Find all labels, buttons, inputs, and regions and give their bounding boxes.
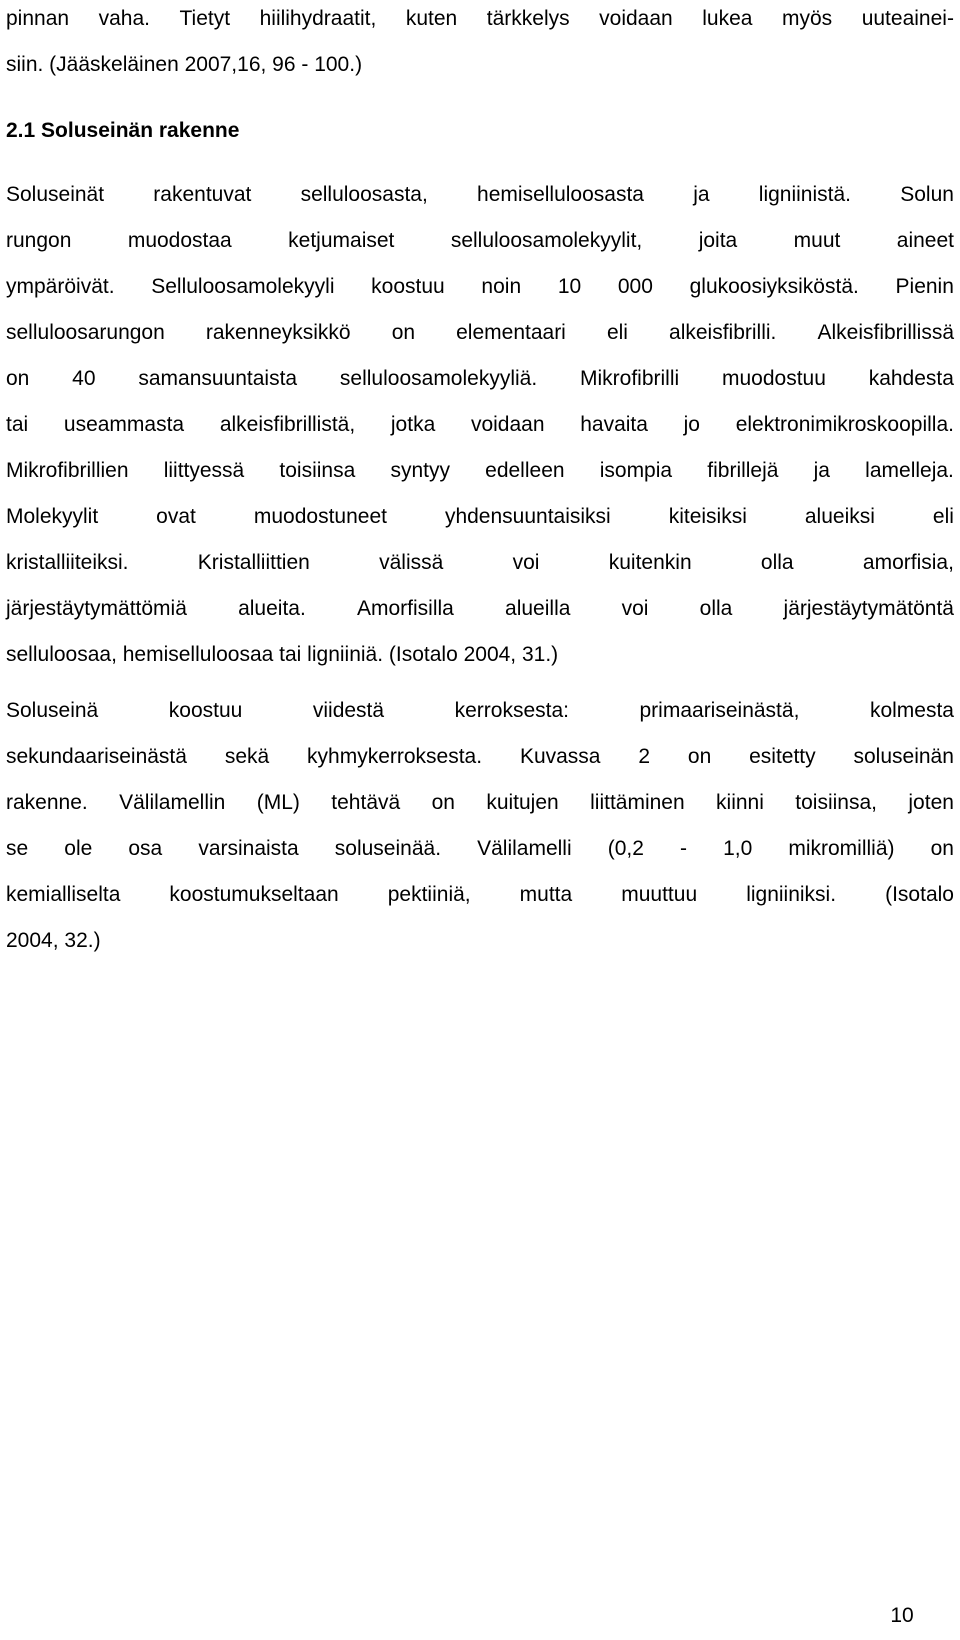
paragraph-line — [6, 310, 954, 356]
word: Soluseinät — [6, 183, 105, 206]
word: Mikrofibrilli — [580, 367, 680, 390]
paragraph-line — [6, 264, 954, 310]
word: aineet — [896, 229, 954, 252]
word: muodostaa — [127, 229, 232, 252]
word: järjestäytymätöntä — [783, 597, 954, 620]
word: lamelleja. — [865, 459, 954, 482]
word: sekä — [224, 745, 270, 768]
word: Välilamellin — [119, 791, 226, 814]
paragraph-line — [6, 688, 954, 734]
word: Mikrofibrillien — [6, 459, 129, 482]
word: Kristalliittien — [197, 551, 310, 574]
paragraph-line: selluloosaa, hemiselluloosaa tai ligniiniä. (Isotalo 2004, 31.) — [6, 643, 559, 666]
word: koostuu — [168, 699, 243, 722]
word: yhdensuuntaisiksi — [444, 505, 611, 528]
word: kristalliiteiksi. — [6, 551, 129, 574]
word: kuitenkin — [608, 551, 692, 574]
paragraph-line — [6, 402, 954, 448]
word: mutta — [519, 883, 573, 906]
word: kolmesta — [869, 699, 954, 722]
word: toisiinsa — [279, 459, 356, 482]
word: viidestä — [312, 699, 385, 722]
word: muodostuu — [721, 367, 826, 390]
word: tai — [6, 413, 29, 436]
word: 40 — [72, 367, 96, 390]
word: olla — [760, 551, 794, 574]
word: osa — [128, 837, 163, 860]
word: voidaan — [599, 7, 673, 30]
word: ovat — [156, 505, 196, 528]
word: Alkeisfibrillissä — [817, 321, 954, 344]
word: vaha. — [98, 7, 150, 30]
word: - — [679, 837, 687, 860]
word: varsinaista — [198, 837, 299, 860]
word: useammasta — [63, 413, 185, 436]
word: mikromilliä) — [788, 837, 895, 860]
word: kuitujen — [486, 791, 559, 814]
word: jotka — [390, 413, 436, 436]
word: elementaari — [456, 321, 566, 344]
paragraph-line — [6, 586, 954, 632]
word: kemialliselta — [6, 883, 121, 906]
word: on — [687, 745, 712, 768]
word: koostumukseltaan — [169, 883, 339, 906]
paragraph-line — [6, 872, 954, 918]
word: fibrillejä — [707, 459, 779, 482]
word: ja — [693, 183, 710, 206]
word: kiinni — [716, 791, 764, 814]
word: sekundaariseinästä — [6, 745, 187, 768]
word: rakenne. — [6, 791, 88, 814]
word: 1,0 — [723, 837, 753, 860]
word: rakentuvat — [153, 183, 252, 206]
word: liittäminen — [590, 791, 685, 814]
word: havaita — [580, 413, 648, 436]
paragraph-line — [6, 172, 954, 218]
word: ympäröivät. — [6, 275, 115, 298]
word: hiilihydraatit, — [259, 7, 377, 30]
word: kuten — [405, 7, 458, 30]
word: selluloosamolekyylit, — [450, 229, 643, 252]
word: välissä — [379, 551, 444, 574]
word: syntyy — [390, 459, 450, 482]
word: ja — [813, 459, 830, 482]
word: Selluloosamolekyyli — [151, 275, 335, 298]
word: ligniinistä. — [758, 183, 851, 206]
word: Amorfisilla — [356, 597, 454, 620]
word: alueilla — [505, 597, 571, 620]
paragraph-layers — [6, 688, 954, 964]
paragraph-line: 2004, 32.) — [6, 929, 101, 952]
word: samansuuntaista — [138, 367, 298, 390]
word: järjestäytymättömiä — [6, 597, 187, 620]
word: lukea — [702, 7, 753, 30]
word: esitetty — [749, 745, 816, 768]
paragraph-line — [6, 494, 954, 540]
word: selluloosamolekyyliä. — [339, 367, 538, 390]
paragraph-line — [6, 0, 954, 42]
word: Tietyt — [179, 7, 231, 30]
paragraph-structure — [6, 172, 954, 678]
word: rakenneyksikkö — [205, 321, 351, 344]
word: alkeisfibrillistä, — [219, 413, 356, 436]
word: pektiiniä, — [387, 883, 471, 906]
word: isompia — [599, 459, 673, 482]
word: joita — [698, 229, 738, 252]
word: alueita. — [238, 597, 306, 620]
word: Välilamelli — [477, 837, 572, 860]
paragraph-line — [6, 218, 954, 264]
word: voi — [512, 551, 540, 574]
word: tärkkelys — [486, 7, 570, 30]
paragraph-line — [6, 826, 954, 872]
word: on — [6, 367, 30, 390]
word: primaariseinästä, — [639, 699, 800, 722]
word: on — [930, 837, 954, 860]
word: joten — [908, 791, 954, 814]
word: Pienin — [895, 275, 954, 298]
word: (Isotalo — [885, 883, 954, 906]
word: noin — [481, 275, 522, 298]
word: (ML) — [256, 791, 300, 814]
paragraph-line — [6, 734, 954, 780]
page-number-value: 10 — [890, 1604, 914, 1627]
word: edelleen — [485, 459, 565, 482]
word: 10 — [557, 275, 582, 298]
word: selluloosasta, — [300, 183, 428, 206]
word: liittyessä — [163, 459, 245, 482]
word: ligniiniksi. — [746, 883, 837, 906]
word: on — [391, 321, 416, 344]
word: se — [6, 837, 29, 860]
word: ketjumaiset — [288, 229, 395, 252]
word: 000 — [617, 275, 653, 298]
word: alkeisfibrilli. — [669, 321, 777, 344]
paragraph-line — [6, 780, 954, 826]
word: soluseinän — [853, 745, 954, 768]
word: 2 — [638, 745, 651, 768]
word: Kuvassa — [519, 745, 601, 768]
word: tehtävä — [331, 791, 401, 814]
word: elektronimikroskoopilla. — [735, 413, 954, 436]
word: Solun — [900, 183, 954, 206]
word: eli — [606, 321, 628, 344]
word: on — [431, 791, 455, 814]
word: amorfisia, — [862, 551, 954, 574]
paragraph-line — [6, 540, 954, 586]
word: hemiselluloosasta — [477, 183, 644, 206]
word: toisiinsa, — [795, 791, 877, 814]
word: alueiksi — [804, 505, 875, 528]
word: voidaan — [470, 413, 545, 436]
word: eli — [932, 505, 954, 528]
word: olla — [699, 597, 733, 620]
word: kyhmykerroksesta. — [307, 745, 483, 768]
word: soluseinää. — [334, 837, 442, 860]
section-heading: 2.1 Soluseinän rakenne — [6, 119, 240, 142]
word: kerroksesta: — [454, 699, 569, 722]
word: kiteisiksi — [668, 505, 747, 528]
word: muut — [793, 229, 841, 252]
word: (0,2 — [607, 837, 644, 860]
word: uuteainei- — [861, 7, 954, 30]
word: Molekyylit — [6, 505, 99, 528]
word: rungon — [6, 229, 72, 252]
paragraph-line: siin. (Jääskeläinen 2007,16, 96 - 100.) — [6, 53, 363, 76]
word: voi — [621, 597, 649, 620]
paragraph-line — [6, 448, 954, 494]
word: jo — [683, 413, 700, 436]
page-number — [0, 1596, 922, 1636]
word: glukoosiyksiköstä. — [689, 275, 859, 298]
word: selluloosarungon — [6, 321, 165, 344]
paragraph-line — [6, 356, 954, 402]
word: ole — [64, 837, 93, 860]
word: pinnan — [6, 7, 70, 30]
word: myös — [781, 7, 833, 30]
word: koostuu — [371, 275, 445, 298]
word: muodostuneet — [253, 505, 387, 528]
word: Soluseinä — [6, 699, 99, 722]
word: muuttuu — [621, 883, 698, 906]
word: kahdesta — [868, 367, 954, 390]
intro-paragraph — [6, 0, 954, 88]
